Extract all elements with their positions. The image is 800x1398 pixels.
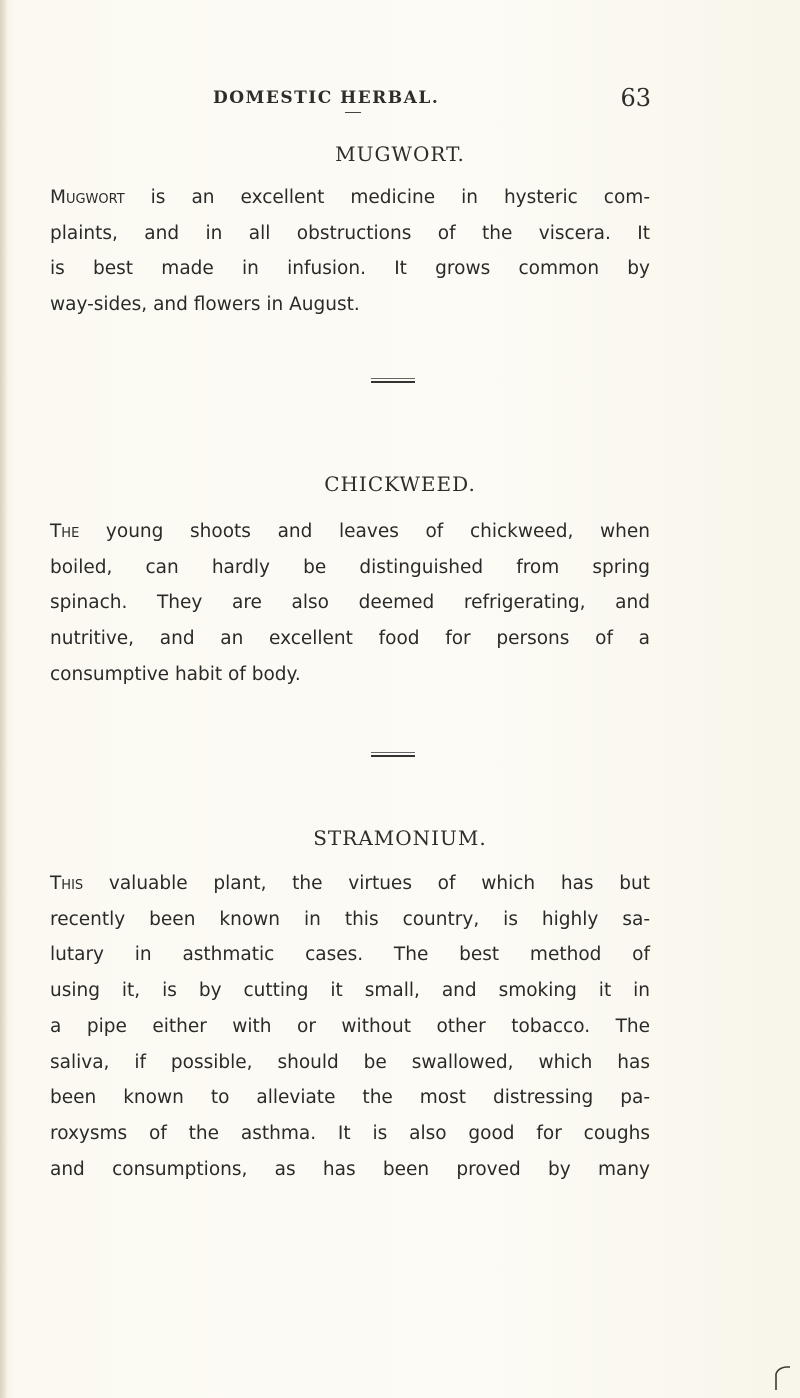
running-head — [213, 82, 653, 118]
section-divider — [371, 378, 415, 383]
running-title: DOMESTIC HERBAL. — [213, 88, 440, 108]
text-line — [50, 180, 650, 216]
running-title-underline — [345, 112, 361, 113]
text-line: consumptive habit of body. — [50, 663, 301, 685]
lead-word: Mugwort — [50, 187, 125, 208]
section-divider — [371, 752, 415, 757]
text-line: spinach. They are also deemed refrigerating, and — [50, 592, 650, 614]
text-line: nutritive, and an excellent food for persons of a — [50, 628, 650, 650]
section-title-mugwort: MUGWORT. — [335, 142, 465, 166]
line-text: valuable plant, the virtues of which has but — [83, 873, 650, 894]
text-line: and consumptions, as has been proved by many — [50, 1158, 650, 1180]
text-line — [50, 866, 650, 902]
text-line: is best made in infusion. It grows common by — [50, 258, 650, 280]
text-line: way-sides, and flowers in August. — [50, 294, 360, 316]
lead-word: This — [50, 873, 84, 894]
text-line — [50, 514, 650, 550]
paragraph-mugwort — [50, 180, 650, 323]
text-line: roxysms of the asthma. It is also good for coughs — [50, 1122, 650, 1144]
line-text: young shoots and leaves of chickweed, when — [79, 521, 650, 542]
text-line: using it, is by cutting it small, and smoking it in — [50, 980, 650, 1002]
text-line: plaints, and in all obstructions of the viscera. It — [50, 222, 650, 244]
text-line: recently been known in this country, is highly sa- — [50, 908, 650, 930]
section-title-chickweed: CHICKWEED. — [324, 472, 476, 496]
page-binding-shadow — [0, 0, 8, 1398]
text-line: lutary in asthmatic cases. The best method of — [50, 944, 650, 966]
text-line: saliva, if possible, should be swallowed, which has — [50, 1051, 650, 1073]
text-line: been known to alleviate the most distressing pa- — [50, 1087, 650, 1109]
page-number: 63 — [620, 84, 651, 112]
paragraph-stramonium — [50, 866, 650, 1187]
paragraph-chickweed — [50, 514, 650, 693]
section-title-stramonium: STRAMONIUM. — [313, 826, 487, 850]
lead-word: The — [50, 521, 80, 542]
printer-mark-icon — [772, 1362, 794, 1392]
line-text: is an excellent medicine in hysteric com- — [124, 187, 650, 208]
text-line: a pipe either with or without other tobacco. The — [50, 1015, 650, 1037]
text-line: boiled, can hardly be distinguished from spring — [50, 556, 650, 578]
